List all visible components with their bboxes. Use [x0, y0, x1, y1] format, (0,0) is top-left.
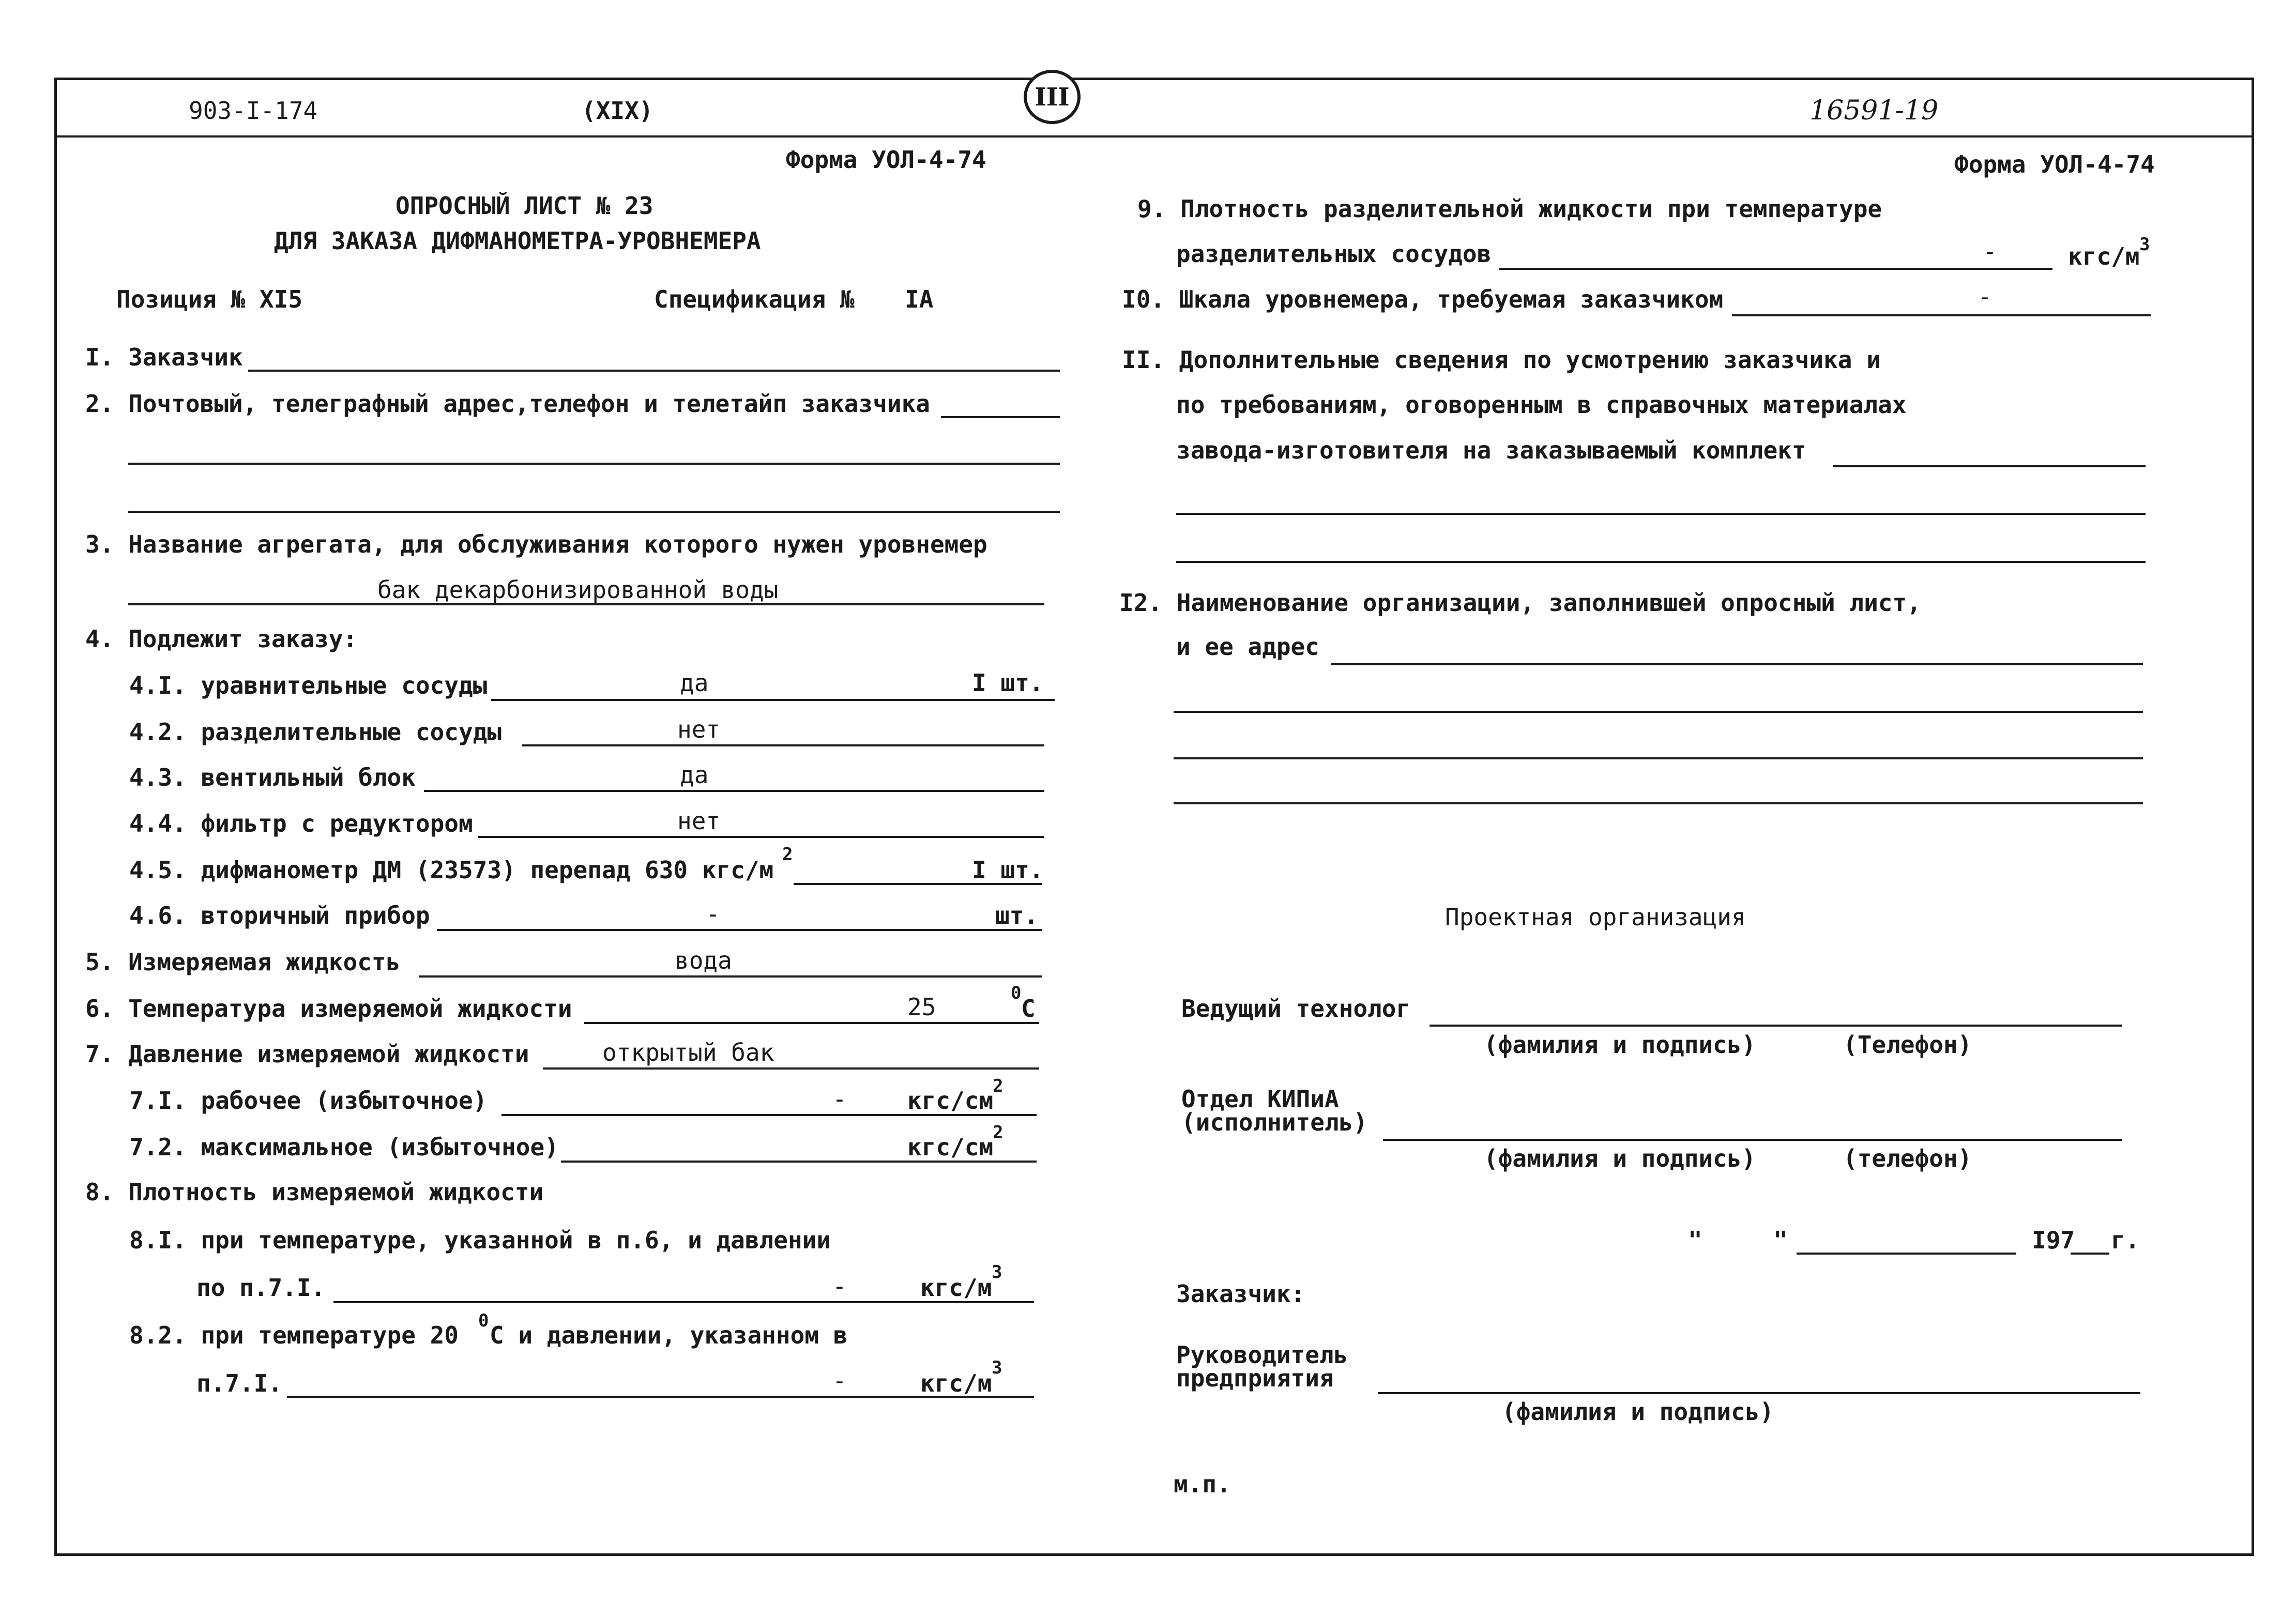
item-8-1-value: - — [832, 1272, 847, 1300]
item-8-2-unit: кгс/м — [920, 1369, 992, 1397]
item-4-6-value: - — [706, 900, 720, 928]
lead-tech-phone-caption: (Телефон) — [1843, 1031, 1972, 1059]
item-4-3-label: 4.3. вентильный блок — [129, 764, 416, 791]
date-day-month-field[interactable] — [1797, 1253, 2016, 1255]
item-2-address: 2. Почтовый, телеграфный адрес,телефон и телетайп заказчика — [85, 390, 930, 418]
item-10-field[interactable] — [1732, 314, 2151, 316]
item-7-1-unit: кгс/см — [907, 1087, 994, 1115]
item-8-2-sup: 0 — [478, 1310, 489, 1331]
item-8-2-value: - — [832, 1367, 847, 1395]
item-4-6-field[interactable] — [437, 929, 1042, 931]
item-4-1-qty: I шт. — [972, 669, 1044, 697]
item-8-2-field[interactable] — [287, 1396, 1034, 1398]
item-4-4-label: 4.4. фильтр с редуктором — [129, 810, 473, 837]
item-7-1-label: 7.I. рабочее (избыточное) — [129, 1087, 488, 1115]
item-7-1-value: - — [832, 1085, 847, 1113]
date-year: I97 — [2032, 1226, 2075, 1254]
customer-label: Заказчик: — [1176, 1280, 1305, 1308]
item-6-value: 25 — [907, 993, 936, 1021]
item-9-line2: разделительных сосудов — [1176, 240, 1492, 268]
item-7-1-sup: 2 — [993, 1076, 1003, 1096]
item-4-4-value: нет — [677, 807, 721, 835]
handwritten-code: 16591-19 — [1810, 95, 1939, 126]
item-8-2-sup-unit: 3 — [992, 1357, 1002, 1378]
item-7-2-label: 7.2. максимальное (избыточное) — [129, 1133, 559, 1161]
item-4-order: 4. Подлежит заказу: — [85, 625, 358, 653]
item-9-value: - — [1983, 237, 1997, 265]
item-8-1-sup: 3 — [992, 1262, 1002, 1283]
item-5-liquid: 5. Измеряемая жидкость — [85, 948, 401, 976]
item-6-field[interactable] — [584, 1022, 1039, 1024]
date-year-suffix: г. — [2111, 1226, 2140, 1254]
item-8-2-line2: п.7.I. — [196, 1369, 283, 1397]
item-12-field-line4[interactable] — [1174, 802, 2143, 804]
item-4-1-label: 4.I. уравнительные сосуды — [129, 671, 488, 699]
item-6-unit: С — [1021, 995, 1036, 1022]
item-4-2-field[interactable] — [522, 744, 1044, 746]
item-4-2-label: 4.2. разделительные сосуды — [129, 718, 502, 746]
spec-value: IA — [905, 285, 934, 313]
page-subtitle: ДЛЯ ЗАКАЗА ДИФМАНОМЕТРА-УРОВНЕМЕРА — [274, 227, 761, 255]
item-4-3-value: да — [680, 761, 709, 789]
form-label-right: Форма УОЛ-4-74 — [1954, 150, 2155, 178]
header-divider — [57, 135, 2252, 138]
lead-tech-label: Ведущий технолог — [1181, 995, 1411, 1022]
kip-dept-label: Отдел КИПиА — [1181, 1085, 1339, 1113]
item-4-4-field[interactable] — [478, 836, 1044, 838]
item-3-value: бак декарбонизированной воды — [377, 576, 779, 604]
item-6-unit-sup: 0 — [1011, 983, 1022, 1003]
doc-code: 903-I-174 — [189, 97, 318, 125]
position-label: Позиция № XI5 — [116, 285, 303, 313]
item-11-line1: II. Дополнительные сведения по усмотрению заказчика и — [1122, 346, 1881, 374]
item-11-field[interactable] — [1833, 465, 2146, 467]
item-4-6-qty: шт. — [995, 902, 1039, 929]
item-9-unit: кгс/м — [2068, 242, 2140, 270]
kip-phone-caption: (телефон) — [1843, 1144, 1972, 1172]
item-12-line1: I2. Наименование организации, заполнившей опросный лист, — [1119, 589, 1921, 617]
item-9-sup: 3 — [2139, 234, 2150, 255]
item-4-3-field[interactable] — [424, 790, 1044, 792]
item-2-field-line3[interactable] — [128, 511, 1060, 513]
item-8-2-line1-rest: С и давлении, указанном в — [490, 1321, 848, 1349]
item-7-1-field[interactable] — [501, 1114, 1037, 1116]
item-8-density: 8. Плотность измеряемой жидкости — [85, 1178, 544, 1206]
kip-field[interactable] — [1383, 1139, 2122, 1141]
item-2-field[interactable] — [941, 416, 1060, 418]
date-quote-close: " — [1773, 1226, 1788, 1254]
date-year-field[interactable] — [2071, 1253, 2109, 1255]
item-7-value: открытый бак — [602, 1039, 774, 1066]
kip-executor-label: (исполнитель) — [1181, 1108, 1368, 1136]
item-7-2-sup: 2 — [993, 1122, 1003, 1143]
head-sig-caption: (фамилия и подпись) — [1502, 1398, 1774, 1426]
item-4-2-value: нет — [677, 715, 721, 743]
item-4-1-field[interactable] — [491, 699, 1055, 701]
item-12-field-line3[interactable] — [1174, 757, 2143, 759]
item-8-1-unit: кгс/м — [920, 1274, 992, 1302]
item-7-2-unit: кгс/см — [907, 1133, 994, 1161]
seal-place-label: м.п. — [1174, 1470, 1231, 1498]
item-8-1-field[interactable] — [333, 1301, 1034, 1303]
item-11-line2: по требованиям, оговоренным в справочных материалах — [1176, 391, 1907, 419]
item-9-line1: 9. Плотность разделительной жидкости при температуре — [1137, 195, 1882, 223]
item-4-6-label: 4.6. вторичный прибор — [129, 902, 430, 929]
item-10-value: - — [1978, 283, 1992, 311]
lead-tech-field[interactable] — [1430, 1025, 2122, 1027]
item-11-field-line2[interactable] — [1176, 513, 2146, 515]
item-5-value: вода — [675, 947, 732, 974]
item-8-1-line2: по п.7.I. — [196, 1274, 326, 1302]
item-11-field-line3[interactable] — [1176, 561, 2146, 563]
section-number: (XIX) — [582, 97, 653, 125]
item-6-temperature: 6. Температура измеряемой жидкости — [85, 995, 572, 1022]
item-8-2-line1: 8.2. при температуре 20 — [129, 1321, 459, 1349]
item-9-field[interactable] — [1499, 268, 2052, 270]
head-label-line2: предприятия — [1176, 1364, 1334, 1392]
head-label-line1: Руководитель — [1176, 1341, 1348, 1369]
item-4-5-qty: I шт. — [972, 856, 1044, 884]
item-4-5-label: 4.5. дифманометр ДМ (23573) перепад 630 кгс/м — [129, 856, 774, 884]
kip-sig-caption: (фамилия и подпись) — [1484, 1144, 1756, 1172]
item-2-field-line2[interactable] — [128, 463, 1060, 465]
item-12-line2: и ее адрес — [1176, 633, 1319, 661]
item-3-unit-name: 3. Название агрегата, для обслуживания которого нужен уровнемер — [85, 530, 987, 558]
head-signature-field[interactable] — [1378, 1392, 2140, 1394]
item-4-5-sup: 2 — [782, 844, 793, 865]
item-4-1-value: да — [680, 669, 709, 697]
page-mark-stamp: III — [1024, 70, 1081, 124]
item-7-field[interactable] — [543, 1067, 1039, 1070]
design-org-heading: Проектная организация — [1445, 903, 1746, 931]
item-7-pressure: 7. Давление измеряемой жидкости — [85, 1040, 529, 1068]
item-8-1-line1: 8.I. при температуре, указанной в п.6, и давлении — [129, 1226, 831, 1254]
item-1-field[interactable] — [248, 370, 1060, 372]
item-7-2-field[interactable] — [561, 1161, 1037, 1163]
item-3-field[interactable] — [128, 603, 1044, 605]
date-quote-open: " — [1688, 1226, 1702, 1254]
item-4-5-field[interactable] — [794, 883, 1042, 885]
item-12-field[interactable] — [1331, 663, 2143, 665]
form-label-left: Форма УОЛ-4-74 — [786, 146, 986, 174]
item-10-scale: I0. Шкала уровнемера, требуемая заказчиком — [1122, 285, 1724, 313]
item-12-field-line2[interactable] — [1174, 711, 2143, 713]
page-title: ОПРОСНЫЙ ЛИСТ № 23 — [396, 192, 653, 220]
item-11-line3: завода-изготовителя на заказываемый комплект — [1176, 436, 1806, 464]
spec-label: Спецификация № — [654, 285, 855, 313]
item-5-field[interactable] — [419, 975, 1042, 978]
item-1-customer: I. Заказчик — [85, 343, 243, 371]
lead-tech-sig-caption: (фамилия и подпись) — [1484, 1031, 1756, 1059]
